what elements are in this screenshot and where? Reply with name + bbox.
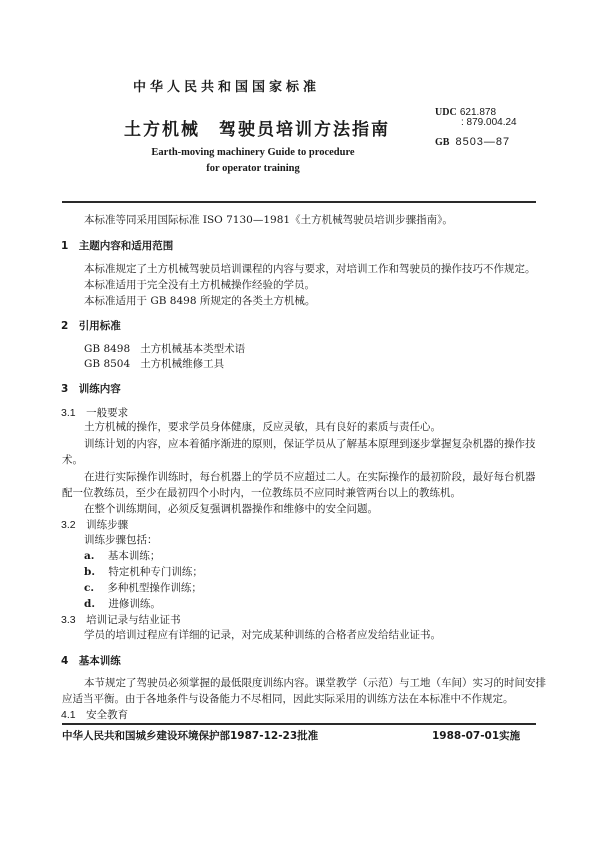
section-2-heading: 2 引用标准 — [61, 320, 121, 332]
list-item — [84, 565, 203, 580]
section-3-1-paragraph-2: 训练计划的内容，应本着循序渐进的原则，保证学员从了解基本原理到逐步掌握复杂机器的操作技 — [84, 438, 536, 450]
gb-code — [435, 135, 510, 148]
list-item — [84, 597, 161, 612]
section-4-1-heading: 4.1 安全教育 — [61, 709, 129, 721]
document-title-en-line1: Earth-moving machinery Guide to procedure — [151, 147, 355, 158]
section-3-heading: 3 训练内容 — [61, 383, 121, 395]
section-1-paragraph-2: 本标准适用于完全没有土方机械操作经验的学员。 — [84, 279, 315, 291]
section-1-paragraph-3: 本标准适用于 GB 8498 所规定的各类土方机械。 — [84, 295, 316, 307]
document-title-en-line2: for operator training — [206, 163, 300, 174]
reference-item — [84, 357, 224, 372]
approval-line: 中华人民共和国城乡建设环境保护部1987-12-23批准 — [62, 730, 319, 742]
section-4-heading: 4 基本训练 — [61, 655, 121, 667]
footer-rule — [62, 723, 536, 725]
gb-label: GB — [435, 137, 450, 148]
list-marker: b. — [84, 566, 95, 578]
list-item-text: 特定机种专门训练； — [108, 566, 203, 578]
udc-value: 621.878 — [459, 107, 497, 118]
section-3-3-heading: 3.3 培训记录与结业证书 — [61, 614, 181, 626]
list-item — [84, 581, 202, 596]
section-3-2-heading: 3.2 训练步骤 — [61, 519, 129, 531]
list-marker: d. — [84, 598, 95, 610]
reference-title: 土方机械维修工具 — [140, 358, 225, 370]
section-1-paragraph-1: 本标准规定了土方机械驾驶员培训课程的内容与要求，对培训工作和驾驶员的操作技巧不作规定。 — [84, 263, 536, 275]
section-3-2-intro: 训练步骤包括： — [84, 534, 158, 546]
effective-date: 1988-07-01实施 — [432, 730, 521, 742]
section-3-1-paragraph-3: 在进行实际操作训练时，每台机器上的学员不应超过二人。在实际操作的最初阶段，最好每台机器 — [84, 471, 536, 483]
section-3-1-paragraph-3-cont: 配一位教练员，至少在最初四个小时内，一位教练员不应同时兼管两台以上的教练机。 — [62, 487, 461, 499]
header-rule — [62, 201, 536, 203]
list-item — [84, 549, 160, 564]
section-3-3-paragraph: 学员的培训过程应有详细的记录，对完成某种训练的合格者应发给结业证书。 — [84, 629, 441, 641]
udc-value-continued: : 879.004.24 — [461, 117, 517, 128]
list-item-text: 多种机型操作训练； — [107, 582, 202, 594]
reference-code: GB 8504 — [84, 358, 131, 370]
section-3-1-paragraph-1: 土方机械的操作，要求学员身体健康，反应灵敏，具有良好的素质与责任心。 — [84, 421, 441, 433]
udc-label: UDC — [435, 107, 457, 118]
reference-title: 土方机械基本类型术语 — [140, 343, 246, 355]
section-3-1-paragraph-4: 在整个训练期间，必须反复强调机器操作和维修中的安全问题。 — [84, 503, 378, 515]
section-3-1-heading: 3.1 一般要求 — [61, 407, 129, 419]
intro-paragraph: 本标准等同采用国际标准 ISO 7130—1981《土方机械驾驶员培训步骤指南》。 — [84, 214, 453, 226]
list-marker: a. — [84, 550, 95, 562]
list-item-text: 进修训练。 — [108, 598, 161, 610]
national-standard-label: 中华人民共和国国家标准 — [133, 80, 321, 95]
section-4-paragraph: 本节规定了驾驶员必须掌握的最低限度训练内容。课堂教学（示范）与工地（车间）实习的时间安排 — [84, 677, 546, 689]
list-item-text: 基本训练； — [107, 550, 161, 562]
list-marker: c. — [84, 582, 95, 594]
section-1-heading: 1 主题内容和适用范围 — [61, 240, 174, 252]
reference-item — [84, 342, 245, 357]
section-4-paragraph-cont: 应适当平衡。由于各地条件与设备能力不尽相同，因此实际采用的训练方法在本标准中不作规定。 — [62, 693, 514, 705]
reference-code: GB 8498 — [84, 343, 131, 355]
gb-value: 8503—87 — [455, 136, 511, 148]
document-title-cn: 土方机械 驾驶员培训方法指南 — [124, 120, 390, 140]
section-3-1-paragraph-2-cont: 术。 — [62, 454, 83, 466]
